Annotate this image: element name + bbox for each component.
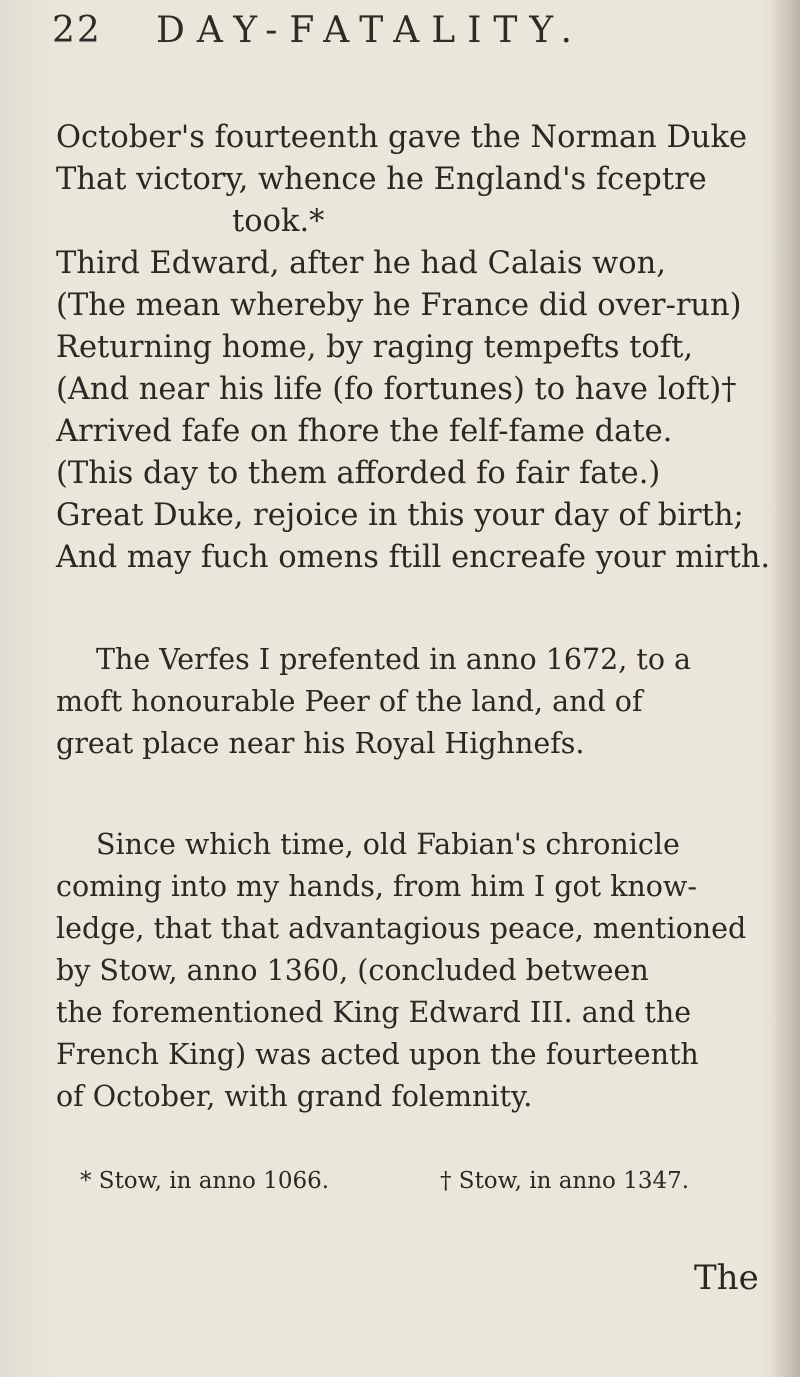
- body-line: by Stow, anno 1360, (concluded between: [56, 954, 649, 987]
- running-title: DAY-FATALITY.: [156, 10, 585, 51]
- poem-line: Arrived fafe on fhore the felf-fame date.: [56, 414, 673, 449]
- poem-line: Third Edward, after he had Calais won,: [56, 246, 666, 281]
- poem-line: (The mean whereby he France did over-run): [56, 288, 742, 323]
- note-line: The Verfes I prefented in anno 1672, to a: [96, 643, 692, 676]
- body-line: Since which time, old Fabian's chronicle: [96, 828, 680, 861]
- poem-line: October's fourteenth gave the Norman Duke: [56, 120, 748, 155]
- body-line: of October, with grand folemnity.: [56, 1080, 533, 1113]
- note-line: great place near his Royal Highnefs.: [56, 727, 585, 760]
- poem-line: Great Duke, rejoice in this your day of birth;: [56, 498, 744, 533]
- poem-line: took.*: [232, 204, 325, 239]
- poem-line: (And near his life (fo fortunes) to have loft)†: [56, 372, 737, 407]
- footnote-second: † Stow, in anno 1347.: [440, 1168, 690, 1194]
- catchword: The: [694, 1258, 759, 1298]
- body-line: coming into my hands, from him I got know-: [56, 870, 697, 903]
- body-line: French King) was acted upon the fourteenth: [56, 1038, 699, 1071]
- poem-line: And may fuch omens ftill encreafe your mirth.: [56, 540, 771, 575]
- poem-line: That victory, whence he England's fceptre: [56, 162, 707, 197]
- page-number: 22: [52, 10, 102, 51]
- poem-line: Returning home, by raging tempefts toft,: [56, 330, 694, 365]
- footnote-first: * Stow, in anno 1066.: [80, 1168, 330, 1194]
- body-line: ledge, that that advantagious peace, mentioned: [56, 912, 747, 945]
- poem-line: (This day to them afforded fo fair fate.): [56, 456, 661, 491]
- page-header: [52, 10, 752, 56]
- body-line: the forementioned King Edward III. and the: [56, 996, 692, 1029]
- page-gutter-shadow: [772, 0, 800, 1377]
- note-line: moft honourable Peer of the land, and of: [56, 685, 643, 718]
